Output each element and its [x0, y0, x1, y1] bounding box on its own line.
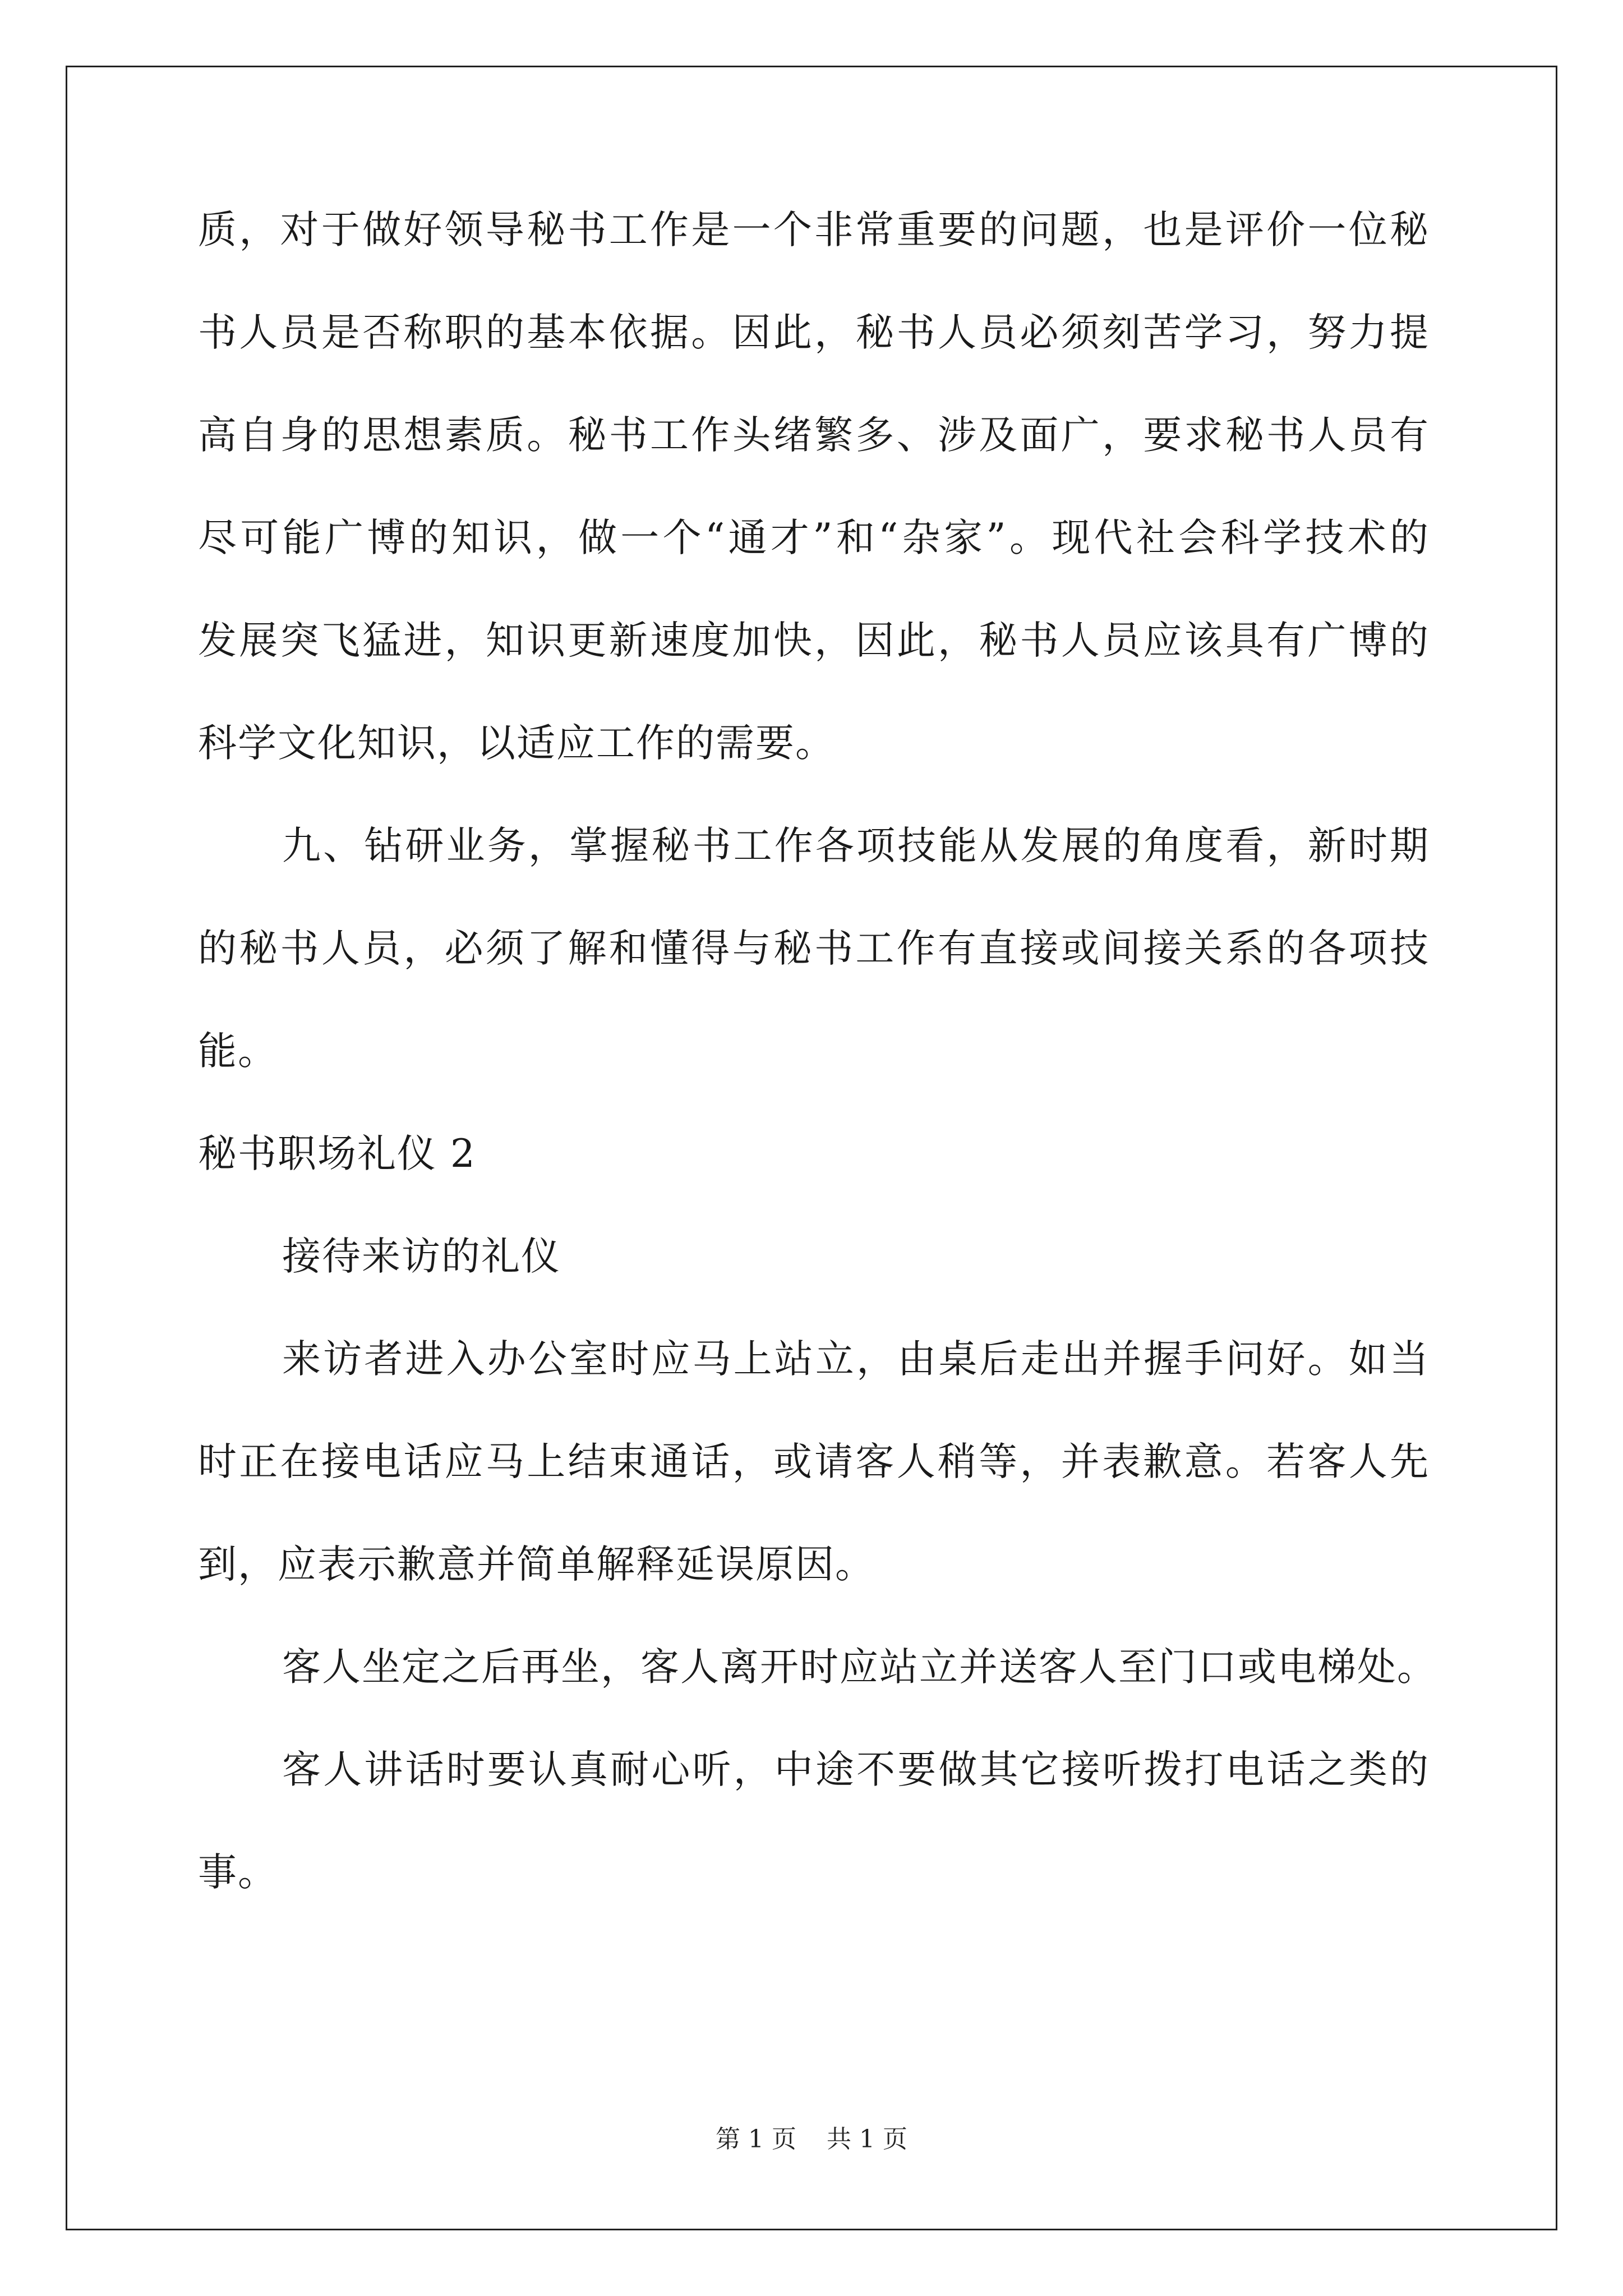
text-line: 来访者进入办公室时应马上站立，由桌后走出并握手问好。如当: [282, 1337, 1430, 1382]
text-line: 的秘书人员，必须了解和懂得与秘书工作有直接或间接关系的各项技: [198, 926, 1430, 971]
text-line: 时正在接电话应马上结束通话，或请客人稍等，并表歉意。若客人先: [198, 1439, 1430, 1484]
text-line: 尽可能广博的知识，做一个“通才”和“杂家”。现代社会科学技术的: [198, 516, 1430, 560]
text-line: 高自身的思想素质。秘书工作头绪繁多、涉及面广，要求秘书人员有: [198, 413, 1430, 458]
text-line: 能。: [198, 1029, 278, 1074]
text-line: 科学文化知识，以适应工作的需要。: [198, 721, 835, 766]
text-line: 发展突飞猛进，知识更新速度加快，因此，秘书人员应该具有广博的: [198, 618, 1430, 663]
text-line: 客人讲话时要认真耐心听，中途不要做其它接听拨打电话之类的: [282, 1747, 1430, 1792]
subsection-heading: 接待来访的礼仪: [282, 1234, 561, 1279]
page-footer: [0, 2123, 1623, 2156]
page-number-total: 共 1 页: [827, 2125, 907, 2154]
page-number-current: 第 1 页: [716, 2125, 796, 2154]
text-line: 到，应表示歉意并简单解释延误原因。: [198, 1542, 875, 1587]
text-line: 九、钻研业务，掌握秘书工作各项技能从发展的角度看，新时期: [282, 823, 1430, 868]
text-line: 事。: [198, 1850, 278, 1895]
section-heading: 秘书职场礼仪 2: [198, 1131, 476, 1176]
text-line: 客人坐定之后再坐，客人离开时应站立并送客人至门口或电梯处。: [282, 1645, 1437, 1690]
text-line: 书人员是否称职的基本依据。因此，秘书人员必须刻苦学习，努力提: [198, 310, 1430, 355]
text-line: 质，对于做好领导秘书工作是一个非常重要的问题，也是评价一位秘: [198, 208, 1430, 252]
